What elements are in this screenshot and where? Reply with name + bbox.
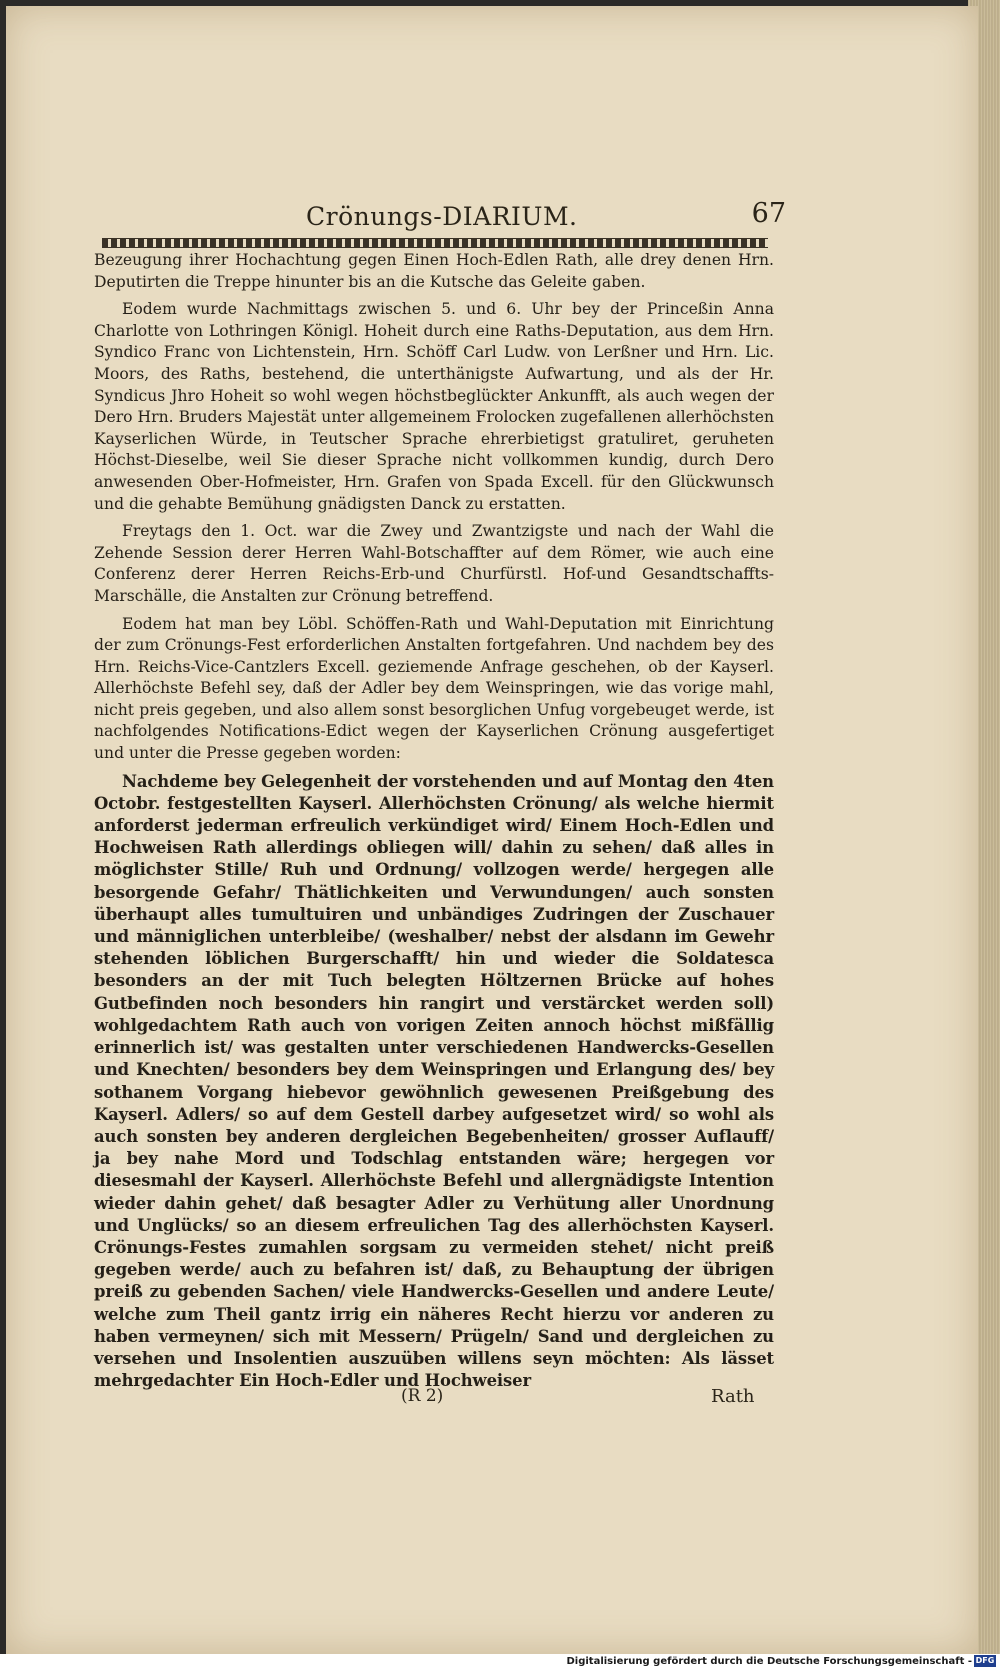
- page-number: 67: [751, 198, 786, 229]
- paragraph: Eodem wurde Nachmittags zwischen 5. und 6. Uhr bey der Princeßin Anna Charlotte von Lothringen Königl. Hoheit durch eine Raths-Deputation, aus dem Hrn. Syndico Franc von Lichtenstein, Hrn. Schöff Carl Ludw. von Lerßner und Hrn. Lic. Moors, des Raths, bestehend, die unterthänigste Aufwartung, und als der Hr. Syndicus Jhro Hoheit so wohl wegen höchstbeglückter Ankunfft, als auch wegen der Dero Hrn. Bruders Majestät unter allgemeinem Frolocken zugefallenen allerhöchsten Kayserlichen Würde, in Teutscher Sprache ehrerbietigst gratuliret, geruheten Höchst-Dieselbe, weil Sie dieser Sprache nicht vollkommen kundig, durch Dero anwesenden Ober-Hofmeister, Hrn. Grafen von Spada Excell. für den Glückwunsch und die gehabte Bemühung gnädigsten Danck zu erstatten.: [94, 300, 774, 513]
- ornament-rule: [102, 238, 768, 248]
- dfg-logo-icon: DFG: [975, 1656, 995, 1665]
- digitization-credit: Digitalisierung gefördert durch die Deutsche Forschungsgemeinschaft -: [566, 1656, 972, 1667]
- paragraph: Freytags den 1. Oct. war die Zwey und Zwantzigste und nach der Wahl die Zehende Session derer Herren Wahl-Botschaffter auf dem Römer, wie auch eine Conferenz derer Herren Reichs-Erb-und Churfürstl. Hof-und Gesandtschaffts-Marschälle, die Anstalten zur Crönung betreffend.: [94, 522, 774, 605]
- signature-mark: (R 2): [401, 1386, 444, 1406]
- paragraph: Bezeugung ihrer Hochachtung gegen Einen Hoch-Edlen Rath, alle drey denen Hrn. Deputirten die Treppe hinunter bis an die Kutsche das Geleite gaben.: [94, 251, 774, 291]
- page-header: [306, 198, 786, 236]
- catchword: Rath: [711, 1386, 755, 1407]
- book-page: [6, 6, 978, 1654]
- paragraph: Eodem hat man bey Löbl. Schöffen-Rath und Wahl-Deputation mit Einrichtung der zum Crönungs-Fest erforderlichen Anstalten fortgefahren. Und nachdem bey des Hrn. Reichs-Vice-Cantzlers Excell. geziemende Anfrage geschehen, ob der Kayserl. Allerhöchste Befehl sey, daß der Adler bey dem Weinspringen, wie das vorige mahl, nicht preis gegeben, und also allem sonst besorglichen Unfug vorgebeuget werde, ist nachfolgendes Notifications-Edict wegen der Kayserlichen Crönung ausgefertiget und unter die Presse gegeben worden:: [94, 614, 774, 763]
- edict-text: Nachdeme bey Gelegenheit der vorstehenden und auf Montag den 4ten Octobr. festgestellten Kayserl. Allerhöchsten Crönung/ als welche hiermit anforderst jederman erfreulich verkündiget wird/ Einem Hoch-Edlen und Hochweisen Rath allerdings obliegen will/ dahin zu sehen/ daß alles in möglichster Stille/ Ruh und Ordnung/ vollzogen werde/ hergegen alle besorgende Gefahr/ Thätlichkeiten und Verwundungen/ auch sonsten überhaupt alles tumultuiren und unbändiges Zudringen der Zuschauer und männiglichen unterbleibe/ (weshalber/ nebst der alsdann im Gewehr stehenden löblichen Burgerschafft/ hin und wieder die Soldatesca besonders an der mit Tuch belegten Höltzernen Brücke auf hohes Gutbefinden noch besonders hin rangirt und verstärcket werden soll) wohlgedachtem Rath auch von vorigen Zeiten annoch höchst mißfällig erinnerlich ist/ was gestalten unter verschiedenen Handwercks-Gesellen und Knechten/ besonders bey dem Weinspringen und Erlangung des/ bey sothanem Vorgang hiebevor gewöhnlich gewesenen Preißgebung des Kayserl. Adlers/ so auf dem Gestell darbey aufgesetzet wird/ so wohl als auch sonsten bey anderen dergleichen Begebenheiten/ grosser Auflauff/ ja bey nahe Mord und Todschlag entstanden wäre; hergegen vor diesesmahl der Kayserl. Allerhöchste Befehl und allergnädigste Intention wieder dahin gehet/ daß besagter Adler zu Verhütung aller Unordnung und Unglücks/ so an diesem erfreulichen Tag des allerhöchsten Kayserl. Crönungs-Festes zumahlen sorgsam zu vermeiden stehet/ nicht preiß gegeben werde/ auch zu befahren ist/ daß, zu Behauptung der übrigen preiß zu gebenden Sachen/ viele Handwercks-Gesellen und andere Leute/ welche zum Theil gantz irrig ein näheres Recht hierzu vor anderen zu haben vermeynen/ sich mit Messern/ Prügeln/ Sand und dergleichen zu versehen und Insolentien auszuüben willens seyn möchten: Als lässet mehrgedachter Ein Hoch-Edler und Hochweiser: [94, 771, 774, 1391]
- body-text: [94, 250, 774, 1392]
- running-title: Crönungs-DIARIUM.: [306, 202, 578, 231]
